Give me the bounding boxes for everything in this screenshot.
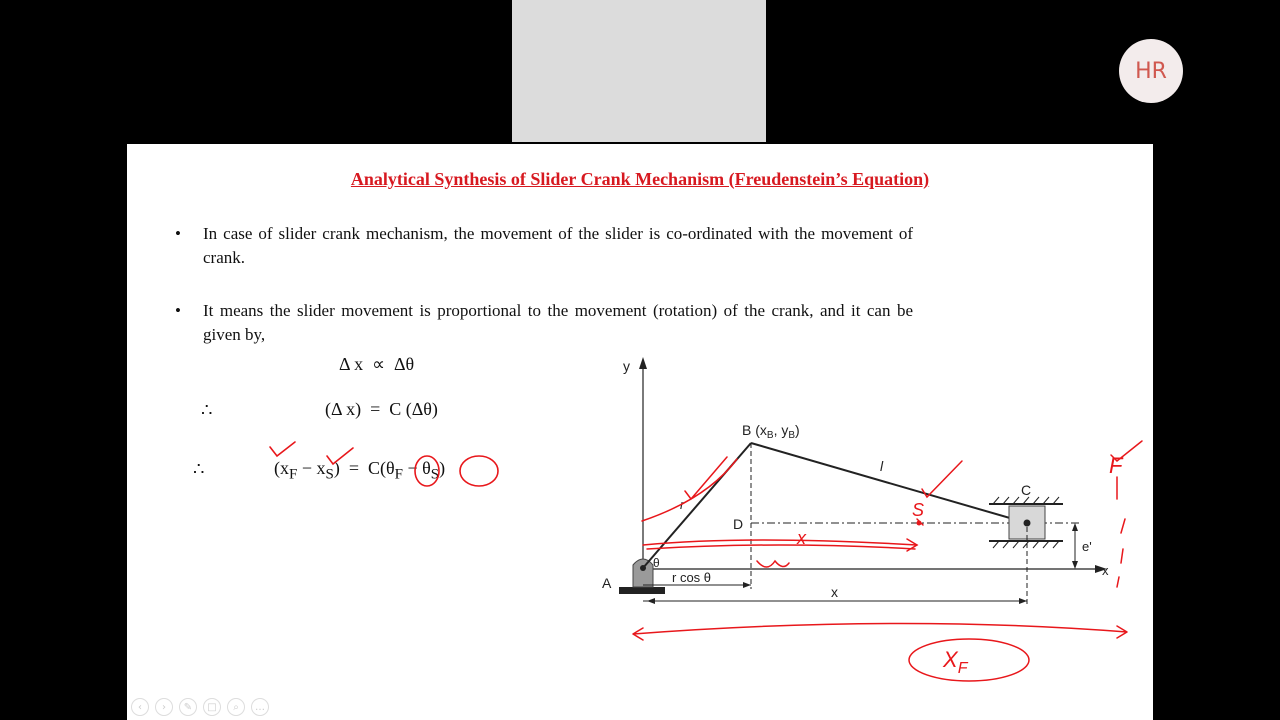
zoom-icon[interactable]: ⌕ [227,698,245,716]
more-options-icon[interactable]: … [251,698,269,716]
bullet-dot: • [175,301,181,320]
y-axis-arrow [639,357,647,369]
eq-part: − θ [402,458,431,478]
label-B-part: B (x [742,422,767,438]
label-B-part: , y [773,422,789,438]
eq-part: ) [439,458,446,478]
ink-circle-thetaS [460,456,498,486]
ink-S-point [917,521,922,526]
ink-circle-thetaF [415,456,439,486]
label-B-sub: B [788,430,796,441]
eq-sub: F [394,466,403,483]
ink-xF-arrow [633,623,1127,640]
ink-label-x: x [797,528,806,548]
label-C: C [1021,482,1032,498]
eq-part: ) = C(θ [333,458,395,478]
label-y: y [623,358,630,374]
ink-label-XF [942,647,969,677]
slides-view-icon[interactable]: □ [203,698,221,716]
label-x: x [1102,563,1109,578]
participant-avatar: HR [1119,39,1183,103]
ink-XF-main: X [943,647,958,672]
ink-F-dashes [1117,477,1125,587]
bullet-2-text: It means the slider movement is proportional to the movement (rotation) of the crank, and it can be given by, [203,301,913,344]
eq-sub: S [430,466,440,483]
ground-support [619,587,665,594]
pen-tool-icon[interactable]: ✎ [179,698,197,716]
ink-xF-ellipse [909,639,1029,681]
next-slide-icon[interactable]: › [155,698,173,716]
ink-crank-mark [642,457,737,521]
eq-part: − x [297,458,326,478]
label-A: A [602,575,612,591]
slide-toolbar [131,698,269,716]
slide-title: Analytical Synthesis of Slider Crank Mechanism (Freudenstein’s Equation) [350,169,930,189]
eq-sub: F [289,466,298,483]
ink-x-arrow [643,540,917,549]
pivot-A [633,559,653,587]
label-B-sub: B [766,430,774,441]
label-D: D [733,516,744,532]
label-B [742,422,800,441]
ink-check-1 [270,442,295,456]
eq-part: (x [274,458,289,478]
ink-XF-sub: F [957,660,968,677]
label-x-dimension: x [831,584,838,600]
bullet-1-text: In case of slider crank mechanism, the movement of the slider is co-ordinated with the movement of crank. [203,224,913,267]
label-r: r [680,497,685,512]
diagram-ink [633,441,1142,681]
ink-check-2 [327,448,353,464]
ink-rod-check [922,461,962,497]
label-rcos: r cos θ [672,570,712,585]
therefore-symbol: ∴ [201,400,213,420]
prev-slide-icon[interactable]: ‹ [131,698,149,716]
equation-proportional: Δ x ∝ Δθ [339,354,415,374]
label-e: e' [1082,539,1092,554]
equation-constant: (Δ x) = C (Δθ) [325,399,438,419]
presentation-slide [127,144,1153,720]
eq-sub: S [325,466,334,483]
ink-label-F: F [1109,453,1123,478]
label-theta: θ [653,556,660,570]
connecting-rod [751,443,1027,523]
label-B-part: ) [795,422,800,438]
therefore-symbol: ∴ [193,459,205,479]
slider-crank-diagram [597,349,1153,689]
label-l: l [880,458,884,474]
ink-label-S: S [912,500,925,520]
bullet-dot: • [175,224,181,243]
webcam-tile [512,0,1167,142]
ink-scribble [757,561,789,567]
